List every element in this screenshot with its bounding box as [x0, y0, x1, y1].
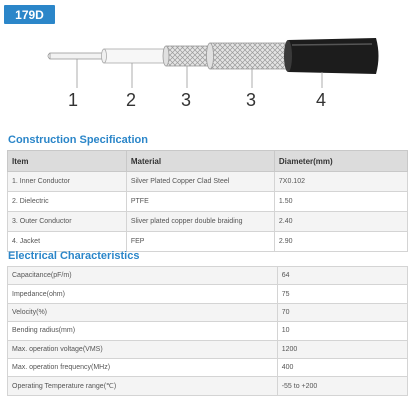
- outer-braid: [207, 43, 291, 69]
- cell-value: 1200: [277, 340, 407, 358]
- cell-property: Velocity(%): [8, 303, 278, 321]
- table-row: [8, 212, 408, 232]
- cell-diameter: 1.50: [274, 192, 407, 212]
- cell-diameter: 2.40: [274, 212, 407, 232]
- diagram-label-4: 4: [315, 90, 327, 110]
- header-diameter: Diameter(mm): [274, 151, 407, 172]
- table-row: [8, 232, 408, 252]
- cell-value: 75: [277, 285, 407, 303]
- cell-property: Max. operation frequency(MHz): [8, 358, 278, 376]
- electrical-characteristics-title: Electrical Characteristics: [8, 250, 140, 262]
- cell-property: Operating Temperature range(℃): [8, 377, 278, 395]
- cell-property: Impedance(ohm): [8, 285, 278, 303]
- table-row: [8, 358, 408, 376]
- cell-value: 400: [277, 358, 407, 376]
- table-row: [8, 377, 408, 395]
- table-row: [8, 267, 408, 285]
- construction-spec-title: Construction Specification: [8, 134, 148, 146]
- cell-material: PTFE: [126, 192, 274, 212]
- cell-property: Capacitance(pF/m): [8, 267, 278, 285]
- cell-item: 3. Outer Conductor: [8, 212, 127, 232]
- cell-value: 64: [277, 267, 407, 285]
- diagram-label-1: 1: [67, 90, 79, 110]
- cell-material: Sliver plated copper double braiding: [126, 212, 274, 232]
- table-row: [8, 322, 408, 340]
- diagram-label-3a: 3: [180, 90, 192, 110]
- cell-value: -55 to +200: [277, 377, 407, 395]
- cell-property: Bending radius(mm): [8, 322, 278, 340]
- table-row: [8, 192, 408, 212]
- table-row: [8, 340, 408, 358]
- cell-material: Silver Plated Copper Clad Steel: [126, 172, 274, 192]
- cell-material: FEP: [126, 232, 274, 252]
- header-material: Material: [126, 151, 274, 172]
- dielectric: [102, 49, 171, 63]
- cell-value: 70: [277, 303, 407, 321]
- jacket: [284, 38, 379, 74]
- cell-diameter: 2.90: [274, 232, 407, 252]
- cell-item: 1. Inner Conductor: [8, 172, 127, 192]
- header-item: Item: [8, 151, 127, 172]
- table-row: [8, 285, 408, 303]
- table-header-row: [8, 151, 408, 172]
- cable-construction-diagram: [0, 30, 416, 110]
- table-row: [8, 172, 408, 192]
- diagram-label-3b: 3: [245, 90, 257, 110]
- electrical-characteristics-table: [7, 266, 408, 396]
- construction-spec-table: [7, 150, 408, 252]
- table-row: [8, 303, 408, 321]
- cell-property: Max. operation voltage(VMS): [8, 340, 278, 358]
- cell-item: 4. Jacket: [8, 232, 127, 252]
- cell-item: 2. Dielectric: [8, 192, 127, 212]
- model-badge: 179D: [4, 5, 55, 24]
- diagram-label-2: 2: [125, 90, 137, 110]
- cell-diameter: 7X0.102: [274, 172, 407, 192]
- cell-value: 10: [277, 322, 407, 340]
